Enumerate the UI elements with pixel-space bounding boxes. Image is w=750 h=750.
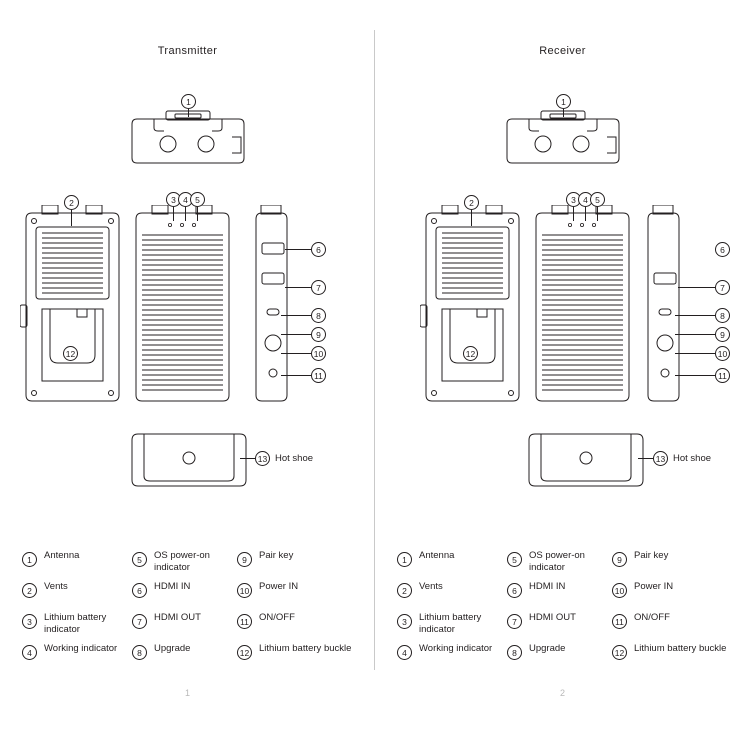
legend-item bbox=[237, 550, 357, 581]
lead-line bbox=[71, 210, 72, 226]
lead-line bbox=[597, 207, 598, 221]
callout-3-receiver: 3 bbox=[566, 192, 581, 207]
callout-11-transmitter: 11 bbox=[311, 368, 326, 383]
lead-line bbox=[675, 375, 715, 376]
lead-line bbox=[173, 207, 174, 221]
callout-4-transmitter: 4 bbox=[178, 192, 193, 207]
legend-item bbox=[132, 612, 237, 643]
legend-label: Pair key bbox=[634, 550, 669, 561]
legend-item bbox=[132, 550, 237, 581]
legend-label: HDMI IN bbox=[529, 581, 566, 592]
lead-line bbox=[240, 458, 255, 459]
legend-badge: 7 bbox=[507, 614, 522, 629]
legend-badge: 10 bbox=[612, 583, 627, 598]
lead-line bbox=[675, 315, 715, 316]
callout-1-transmitter-top: 1 bbox=[181, 94, 196, 109]
lead-line bbox=[185, 207, 186, 221]
legend-badge: 9 bbox=[237, 552, 252, 567]
lead-line bbox=[638, 458, 653, 459]
callout-3-transmitter: 3 bbox=[166, 192, 181, 207]
legend-label: Power IN bbox=[634, 581, 674, 592]
legend-item bbox=[22, 581, 132, 612]
legend-item bbox=[507, 643, 612, 674]
legend-label: Upgrade bbox=[154, 643, 191, 654]
callout-5-receiver: 5 bbox=[590, 192, 605, 207]
legend-badge: 10 bbox=[237, 583, 252, 598]
callout-1-receiver-top: 1 bbox=[556, 94, 571, 109]
legend-column-3 bbox=[612, 550, 732, 674]
legend-item bbox=[612, 581, 732, 612]
legend-badge: 6 bbox=[132, 583, 147, 598]
legend-label: Working indicator bbox=[44, 643, 118, 654]
legend-label: Lithium battery indicator bbox=[44, 612, 107, 635]
legend-badge: 2 bbox=[22, 583, 37, 598]
legend-item bbox=[237, 643, 357, 674]
hot-shoe-label-receiver: Hot shoe bbox=[673, 453, 712, 464]
legend-badge: 3 bbox=[22, 614, 37, 629]
lead-line bbox=[281, 315, 311, 316]
lead-line bbox=[675, 334, 715, 335]
hot-shoe-label-transmitter: Hot shoe bbox=[275, 453, 314, 464]
callout-10-receiver: 10 bbox=[715, 346, 730, 361]
callout-2-transmitter: 2 bbox=[64, 195, 79, 210]
legend-badge: 1 bbox=[397, 552, 412, 567]
transmitter-top-view bbox=[128, 110, 248, 168]
legend-label: ON/OFF bbox=[259, 612, 295, 623]
legend-badge: 4 bbox=[22, 645, 37, 660]
transmitter-front-view bbox=[130, 205, 235, 405]
legend-item bbox=[132, 643, 237, 674]
panel-title-receiver: Receiver bbox=[539, 45, 586, 57]
legend-label: Lithium battery buckle bbox=[259, 643, 352, 654]
receiver-front-view bbox=[530, 205, 635, 405]
legend-badge: 2 bbox=[397, 583, 412, 598]
legend-badge: 8 bbox=[132, 645, 147, 660]
callout-12-transmitter: 12 bbox=[63, 346, 78, 361]
legend-badge: 11 bbox=[612, 614, 627, 629]
legend-item bbox=[397, 550, 507, 581]
legend-item bbox=[22, 612, 132, 643]
legend-label: Vents bbox=[44, 581, 68, 592]
legend-badge: 3 bbox=[397, 614, 412, 629]
legend-badge: 9 bbox=[612, 552, 627, 567]
legend-label: Upgrade bbox=[529, 643, 566, 654]
legend-label: OS power-on indicator bbox=[154, 550, 210, 573]
legend-label: Antenna bbox=[44, 550, 80, 561]
callout-13-receiver: 13 bbox=[653, 451, 668, 466]
legend-badge: 4 bbox=[397, 645, 412, 660]
lead-line bbox=[188, 109, 189, 117]
legend-label: HDMI OUT bbox=[529, 612, 576, 623]
legend-item bbox=[507, 612, 612, 643]
callout-9-transmitter: 9 bbox=[311, 327, 326, 342]
callout-8-receiver: 8 bbox=[715, 308, 730, 323]
legend-label: OS power-on indicator bbox=[529, 550, 585, 573]
callout-5-transmitter: 5 bbox=[190, 192, 205, 207]
callout-7-transmitter: 7 bbox=[311, 280, 326, 295]
page-number-left: 1 bbox=[184, 688, 190, 698]
legend-column-2 bbox=[132, 550, 237, 674]
legend-item bbox=[397, 612, 507, 643]
legend-item bbox=[22, 643, 132, 674]
receiver-bottom-view bbox=[525, 432, 650, 488]
receiver-top-view bbox=[503, 110, 623, 168]
legend-item bbox=[507, 581, 612, 612]
callout-8-transmitter: 8 bbox=[311, 308, 326, 323]
legend-badge: 12 bbox=[237, 645, 252, 660]
legend-badge: 1 bbox=[22, 552, 37, 567]
lead-line bbox=[471, 210, 472, 226]
legend-column-1 bbox=[22, 550, 132, 674]
callout-9-receiver: 9 bbox=[715, 327, 730, 342]
legend-item bbox=[612, 643, 732, 674]
legend-badge: 11 bbox=[237, 614, 252, 629]
legend-item bbox=[22, 550, 132, 581]
lead-line bbox=[573, 207, 574, 221]
legend-badge: 12 bbox=[612, 645, 627, 660]
callout-4-receiver: 4 bbox=[578, 192, 593, 207]
lead-line bbox=[197, 207, 198, 221]
lead-line bbox=[675, 353, 715, 354]
lead-line bbox=[281, 375, 311, 376]
legend-label: Pair key bbox=[259, 550, 294, 561]
callout-7-receiver: 7 bbox=[715, 280, 730, 295]
legend-label: Antenna bbox=[419, 550, 455, 561]
legend-item bbox=[132, 581, 237, 612]
legend-item bbox=[237, 581, 357, 612]
legend-label: Power IN bbox=[259, 581, 299, 592]
receiver-back-view bbox=[420, 205, 525, 405]
callout-11-receiver: 11 bbox=[715, 368, 730, 383]
legend-label: ON/OFF bbox=[634, 612, 670, 623]
legend-label: Vents bbox=[419, 581, 443, 592]
callout-13-transmitter: 13 bbox=[255, 451, 270, 466]
legend-item bbox=[237, 612, 357, 643]
lead-line bbox=[585, 207, 586, 221]
legend-item bbox=[397, 581, 507, 612]
receiver-panel bbox=[375, 0, 750, 750]
callout-12-receiver: 12 bbox=[463, 346, 478, 361]
callout-10-transmitter: 10 bbox=[311, 346, 326, 361]
callout-6-transmitter: 6 bbox=[311, 242, 326, 257]
legend-item bbox=[507, 550, 612, 581]
legend-badge: 5 bbox=[132, 552, 147, 567]
legend-badge: 5 bbox=[507, 552, 522, 567]
lead-line bbox=[285, 249, 311, 250]
lead-line bbox=[678, 287, 715, 288]
lead-line bbox=[281, 334, 311, 335]
transmitter-back-view bbox=[20, 205, 125, 405]
legend-badge: 8 bbox=[507, 645, 522, 660]
legend-label: Lithium battery buckle bbox=[634, 643, 727, 654]
legend-column-3 bbox=[237, 550, 357, 674]
lead-line bbox=[285, 287, 311, 288]
legend-item bbox=[612, 612, 732, 643]
legend-column-2 bbox=[507, 550, 612, 674]
panel-title-transmitter: Transmitter bbox=[157, 45, 218, 57]
lead-line bbox=[563, 109, 564, 117]
page-number-right: 2 bbox=[559, 688, 565, 698]
legend-label: HDMI IN bbox=[154, 581, 191, 592]
legend-label: Working indicator bbox=[419, 643, 493, 654]
legend-label: HDMI OUT bbox=[154, 612, 201, 623]
callout-6-receiver: 6 bbox=[715, 242, 730, 257]
legend-badge: 7 bbox=[132, 614, 147, 629]
legend-item bbox=[612, 550, 732, 581]
transmitter-bottom-view bbox=[128, 432, 253, 488]
legend-label: Lithium battery indicator bbox=[419, 612, 482, 635]
legend-item bbox=[397, 643, 507, 674]
lead-line bbox=[281, 353, 311, 354]
legend-badge: 6 bbox=[507, 583, 522, 598]
legend-column-1 bbox=[397, 550, 507, 674]
callout-2-receiver: 2 bbox=[464, 195, 479, 210]
